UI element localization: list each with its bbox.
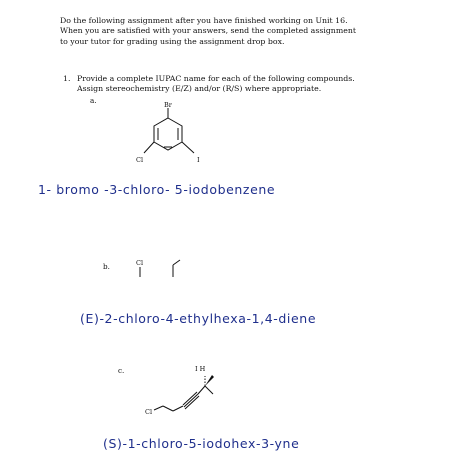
question-line: Provide a complete IUPAC name for each of the following compounds. [77, 74, 355, 83]
intro-line: to your tutor for grading using the assignment drop box. [60, 36, 285, 46]
part-c-label: c. [118, 366, 125, 375]
wedge-bond [205, 375, 214, 386]
iodine-atom-label: I [197, 156, 200, 164]
question-number: 1. [63, 74, 71, 83]
question-1 [63, 74, 427, 95]
part-c-structure [145, 362, 235, 427]
part-b-structure [128, 255, 198, 285]
chlorine-atom-label: Cl [136, 259, 144, 267]
part-a-answer: 1- bromo -3-chloro- 5-iodobenzene [38, 182, 276, 197]
intro-line: Do the following assignment after you have finished working on Unit 16. [60, 16, 348, 25]
part-c-answer: (S)-1-chloro-5-iodohex-3-yne [103, 436, 300, 451]
intro-line: When you are satisfied with your answers, send the completed assignment [60, 26, 356, 36]
iodine-hydrogen-labels: I H [195, 365, 206, 373]
question-line: Assign stereochemistry (E/Z) and/or (R/S) where appropriate. [77, 84, 322, 94]
chlorine-atom-label: Cl [136, 156, 144, 164]
part-a-label: a. [90, 96, 97, 105]
intro-paragraph [60, 16, 420, 47]
part-a-structure [135, 100, 215, 180]
chlorine-atom-label: Cl [145, 408, 153, 416]
bromine-atom-label: Br [164, 101, 172, 109]
part-b-answer: (E)-2-chloro-4-ethylhexa-1,4-diene [80, 311, 317, 326]
part-b-label: b. [103, 262, 110, 271]
